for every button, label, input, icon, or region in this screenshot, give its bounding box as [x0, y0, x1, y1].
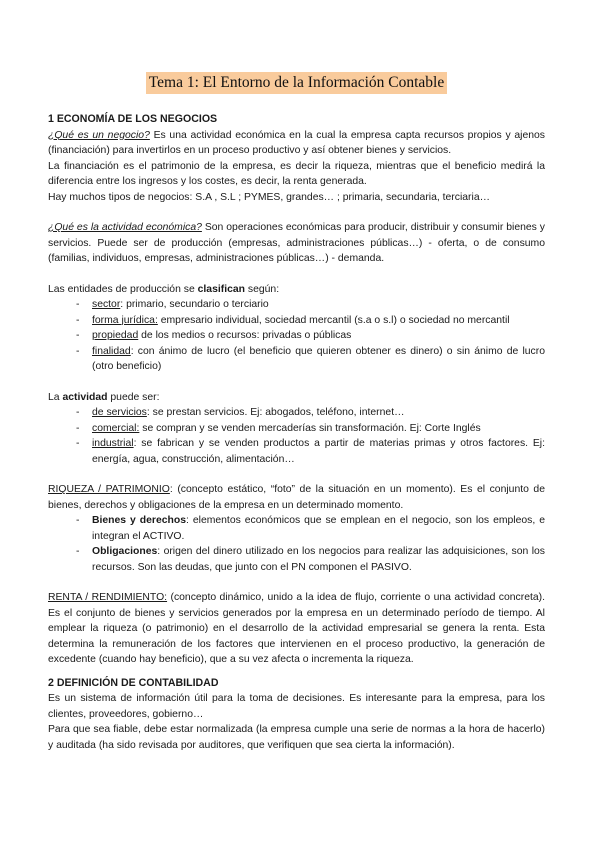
underlined-term: sector [92, 299, 121, 310]
text: : con ánimo de lucro (el beneficio que quieren obtener es dinero) o sin ánimo de lucro (otro beneficio) [92, 345, 545, 372]
paragraph-contabilidad-1: Es un sistema de información útil para la toma de decisiones. Es interesante para la empresa, para los clientes, proveedores, gobierno… [48, 693, 545, 720]
paragraph-contabilidad-2: Para que sea fiable, debe estar normalizada (la empresa cumple una serie de normas a la hora de hacerlo) y auditada (ha sido revisada por auditores, que verifiquen que sea cierta la información). [48, 724, 545, 751]
underlined-term: finalidad [92, 345, 131, 357]
text: : elementos económicos que se emplean en el negocio, son los empleos, e integran el ACTIVO. [92, 515, 545, 542]
bold-text: clasifican [197, 283, 245, 295]
underlined-term: de servicios [92, 407, 147, 418]
bold-term: Bienes y derechos [92, 515, 186, 526]
list-item [48, 297, 545, 313]
list-item [48, 513, 545, 544]
underlined-term: RIQUEZA / PATRIMONIO [48, 484, 170, 495]
paragraph-clasifican [48, 282, 545, 298]
list-item [48, 344, 545, 375]
text: de los medios o recursos: privadas o públicas [138, 330, 352, 341]
text: puede ser: [107, 391, 160, 403]
answer-actividad: Son operaciones económicas para producir, distribuir y consumir bienes y servicios. Puede ser de producción (empresas, administraciones públicas…) - oferta, o de consumo (familias, individuos, empresas, administraciones públicas…) - demanda. [48, 222, 545, 264]
text: : (concepto estático, “foto” de la situación en un momento). Es el conjunto de bienes, derechos y obligaciones de la empresa en un determinado momento. [48, 484, 545, 511]
text: La [48, 391, 63, 403]
title-wrap [48, 72, 545, 94]
text: empresario individual, sociedad mercantil (s.a o s.l) o sociedad no mercantil [157, 314, 510, 326]
list-clasificacion [48, 297, 545, 375]
list-item [48, 313, 545, 329]
bold-text: actividad [62, 391, 108, 403]
text: Las entidades de producción se [48, 283, 198, 295]
page-title: Tema 1: El Entorno de la Información Contable [146, 72, 447, 94]
list-item [48, 328, 545, 344]
list-item [48, 405, 545, 421]
underlined-term: RENTA / RENDIMIENTO: [48, 592, 168, 603]
paragraph-tipos: Hay muchos tipos de negocios: S.A , S.L ; PYMES, grandes… ; primaria, secundaria, terciaria… [48, 191, 490, 203]
paragraph-renta [48, 590, 545, 668]
text: según: [245, 283, 280, 295]
answer-negocio: Es una actividad económica en la cual la empresa capta recursos propios y ajenos (financiación) para invertirlos en un proceso productivo y así obtener bienes y servicios. [48, 129, 546, 156]
paragraph-financiacion: La financiación es el patrimonio de la empresa, es decir la riqueza, mientras que el beneficio medirá la diferencia entre los ingresos y los costes, es decir, la renta generada. [48, 160, 545, 187]
text: (concepto dinámico, unido a la idea de flujo, corriente o una actividad concreta). Es el conjunto de bienes y servicios generados por la empresa en un determinado período de tiempo. Al emplear la riqueza (o patrimonio) en el desarrollo de la actividad empresarial se genera la renta. Esta determina la remuneración de los factores que intervienen en el proceso productivo, la generación de excedente (cuando hay beneficio), que a su vez afecta o incrementa la riqueza. [48, 592, 545, 665]
paragraph-riqueza [48, 482, 545, 513]
section-2-heading: 2 DEFINICIÓN DE CONTABILIDAD [48, 676, 219, 689]
underlined-term: industrial [92, 438, 134, 449]
underlined-term: forma jurídica: [92, 314, 158, 326]
text: : primario, secundario o terciario [120, 299, 269, 310]
list-actividad [48, 405, 545, 467]
document-page [48, 72, 545, 753]
list-item [48, 436, 545, 467]
list-item [48, 544, 545, 575]
paragraph-actividad-tipos [48, 390, 545, 406]
text: se compran y se venden mercaderías sin transformación. Ej: Corte Inglés [139, 422, 481, 434]
underlined-term: comercial: [92, 422, 140, 434]
question-actividad: ¿Qué es la actividad económica? [48, 222, 202, 233]
paragraph-negocio [48, 128, 545, 159]
text: : se prestan servicios. Ej: abogados, teléfono, internet… [146, 407, 405, 418]
question-negocio: ¿Qué es un negocio? [48, 129, 150, 141]
bold-term: Obligaciones [92, 546, 158, 557]
text: : origen del dinero utilizado en los negocios para realizar las adquisiciones, son los recursos. Son las deudas, que junto con el PN componen el PASIVO. [92, 546, 545, 573]
list-riqueza [48, 513, 545, 575]
list-item [48, 421, 545, 437]
text: : se fabrican y se venden productos a partir de materias primas y otros factores. Ej: energía, agua, construcción, alimentación… [92, 438, 545, 465]
underlined-term: propiedad [92, 330, 139, 341]
section-1-heading: 1 ECONOMÍA DE LOS NEGOCIOS [48, 113, 218, 125]
paragraph-actividad [48, 220, 545, 267]
